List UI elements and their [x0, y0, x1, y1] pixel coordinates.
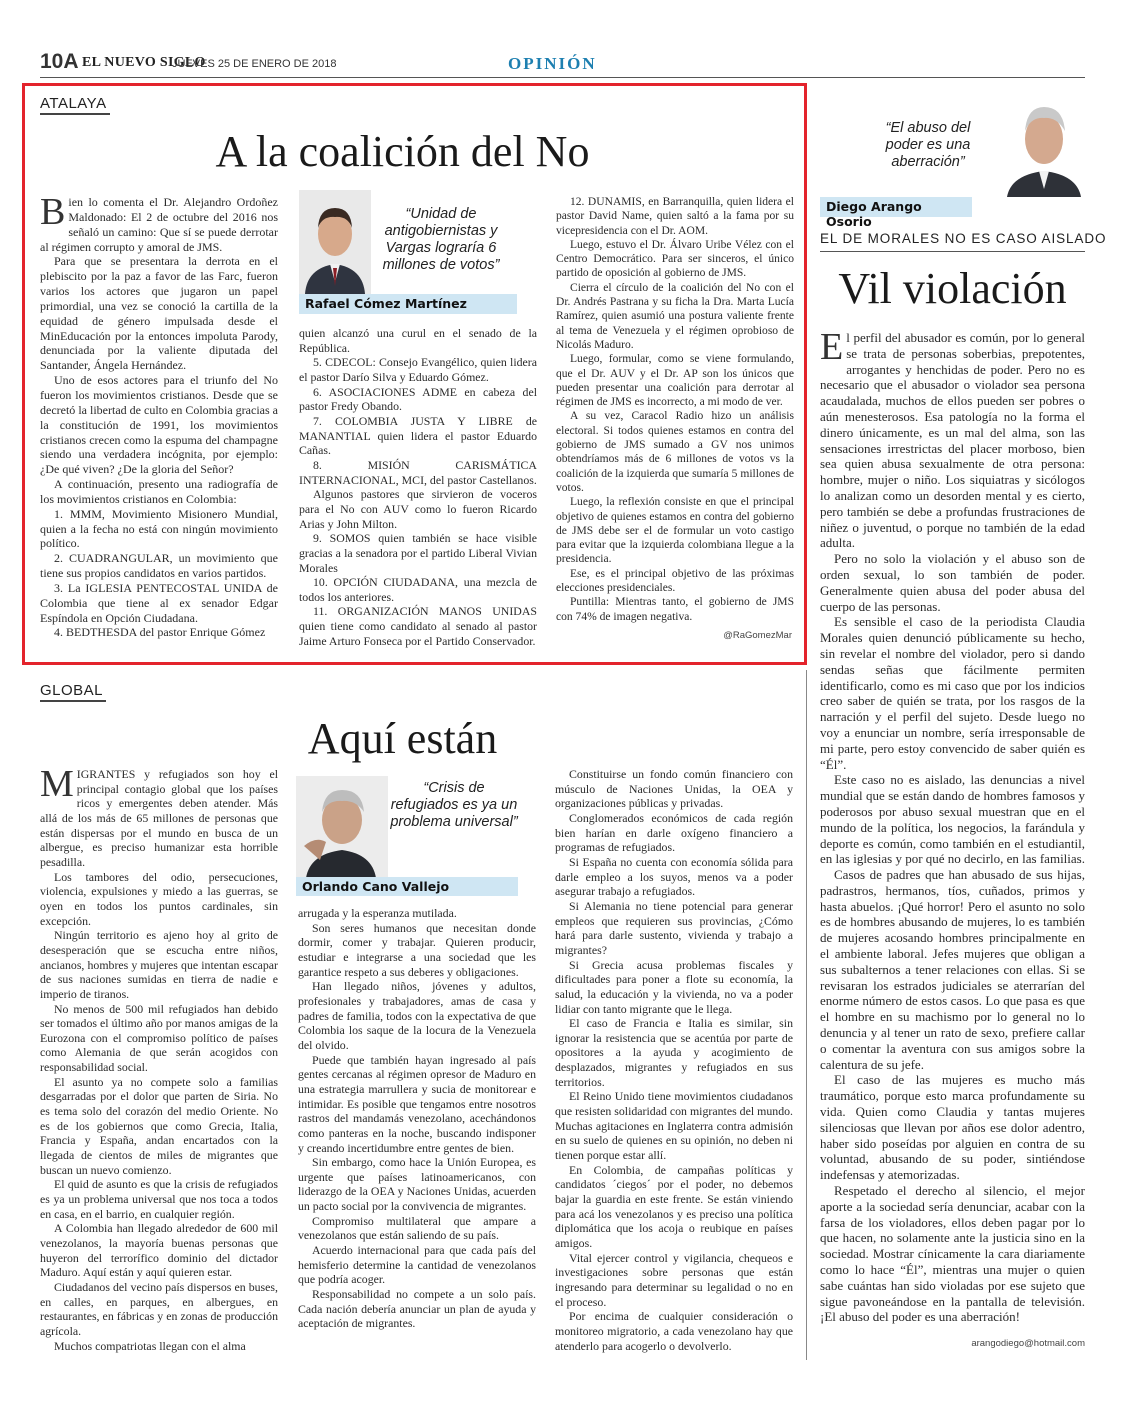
atalaya-byline: Rafael Cómez Martínez: [299, 294, 517, 314]
global-headline: Aquí están: [307, 714, 498, 763]
paragraph: 4. BEDTHESDA del pastor Enrique Gómez: [54, 625, 266, 640]
atalaya-column-2: [299, 326, 537, 648]
paragraph: 1. MMM, Movimiento Misionero Mundial, quien a la fecha no está con ningún movimiento político.: [40, 506, 278, 551]
global-byline: Orlando Cano Vallejo: [296, 877, 518, 896]
edition-date: JUEVES 25 DE ENERO DE 2018: [172, 58, 337, 70]
global-pull-quote: “Crisis de refugiados es ya un problema universal”: [390, 780, 518, 830]
paragraph: Muchos compatriotas llegan con el alma: [54, 1338, 246, 1353]
paragraph: Si España no cuenta con economía sólida para darle empleo a los suyos, menos va a poder asegurar trabajo a refugiados.: [555, 854, 793, 899]
paragraph: No menos de 500 mil refugiados han debido ser tomados el último año por manos amigas de la Eurozona con el compromiso político de países como Alemania de que serán acogidos con responsabilidad social.: [40, 1001, 278, 1075]
column-separator: [806, 670, 807, 1360]
paragraph: Ningún territorio es ajeno hoy al grito de desesperación que se escucha entre niños, ancianos, hombres y mujeres que intentan escapar de sus naciones sumidas en tierra de nadie e imperio de tiranos.: [40, 928, 278, 1001]
paragraph: Si Grecia acusa problemas fiscales y dificultades para poner a flote su economía, la salud, la educación y la vivienda, no va a poder lidiar con tanto migrante que le llega.: [555, 957, 793, 1016]
paragraph: En Colombia, de campañas políticas y candidatos ´ciegos´ por el poder, no debemos bajar la guardia en este frente. Se están viniendo para acá los venezolanos y es preciso una política diplomática que los acoja o reubique en países amigos.: [555, 1162, 793, 1250]
paragraph: A su vez, Caracol Radio hizo un análisis electoral. Si todos quienes estamos en contra del gobierno de JMS sumado a GV nos unimos obtendríamos más de 6 millones de votos vs la coalición de la izquierda que sumaría 5 millones de votos.: [556, 410, 794, 494]
global-column-3: [555, 767, 793, 1353]
paragraph: A continuación, presento una radiografía de los movimientos cristianos en Colombia:: [40, 477, 278, 506]
paragraph: Son seres humanos que necesitan donde dormir, comer y trabajar. Quieren producir, estudiar e integrarse a una sociedad que les garantice respeto a sus deberes y obligaciones.: [298, 920, 536, 979]
paragraph: Responsabilidad no compete a un solo país. Cada nación debería anunciar un plan de ayuda y aceptación de migrantes.: [298, 1287, 536, 1331]
author-photo: [296, 776, 388, 878]
author-photo: [299, 190, 371, 294]
paragraph: Ciudadanos del vecino país dispersos en buses, en calles, en parques, en albergues, en restaurantes, en fábricas y en zonas de producción agrícola.: [40, 1279, 278, 1338]
section-name: OPINIÓN: [508, 54, 597, 73]
sidebar-body: [820, 326, 1085, 1325]
paragraph: Puntilla: Mientras tanto, el gobierno de JMS con 74% de imagen negativa.: [556, 596, 794, 623]
paragraph: Uno de esos actores para el triunfo del No fueron los movimientos cristianos. Desde que se decretó la libertad de culto en Colombia gracias a la constitución de 1991, los movimientos cristianos crecen como la espuma del champagne siendo una verdadera incógnita, por ejemplo: ¿De qué viven? ¿De la gloria del Señor?: [40, 373, 278, 477]
paragraph: El caso de las mujeres es mucho más traumático, porque esto marca profundamente su vida. Quien como Claudia y tantas mujeres silenciosas que llevan por años ese dolor adentro, haber sido poseídas por alguien en contra de su voluntad, abusando de su poder, sintiéndose indefensas y atemorizadas.: [820, 1072, 1085, 1183]
paragraph: 8. MISIÓN CARISMÁTICA INTERNACIONAL, MCI, del pastor Castellanos.: [299, 457, 537, 487]
paragraph: Luego, la reflexión consiste en que el principal objetivo de quienes estamos en contra del gobierno de JMS debe ser el de formular un voto castigo para evitar que la izquierda colombiana llegue a la presidencia.: [556, 496, 794, 566]
paragraph: quien alcanzó una curul en el senado de la República.: [299, 326, 537, 355]
paragraph: Ese, es el principal objetivo de las próximas elecciones presidenciales.: [556, 567, 794, 595]
atalaya-pull-quote: “Unidad de antigobiernistas y Vargas lograría 6 millones de votos”: [382, 206, 500, 273]
paragraph: 2. CUADRANGULAR, un movimiento que tiene sus propios candidatos en varios partidos.: [40, 551, 278, 581]
sidebar-email: arangodiego@hotmail.com: [971, 1338, 1085, 1349]
sidebar-kicker: EL DE MORALES NO ES CASO AISLADO: [820, 231, 1107, 246]
sidebar-pull-quote: “El abuso del poder es una aberración”: [885, 120, 971, 170]
paragraph: Para que se presentara la derrota en el plebiscito por la paz a favor de las Farc, fueron varios los actores que jugaron un papel primordial, una vez se conoció la cartilla de la equidad de género impulsada desde el MinEducación por la entonces impoluta Parody, denunciada por la valiente diputada del Santander, Ángela Hernández.: [40, 254, 278, 373]
newspaper-name: EL NUEVO SIGLO: [82, 55, 206, 70]
paragraph: Han llegado niños, jóvenes y adultos, profesionales y trabajadores, amas de casa y padres de familia, todos con la expectativa de que Colombia los saque de la locura de la Venezuela del olvido.: [298, 979, 536, 1052]
paragraph: 7. COLOMBIA JUSTA Y LIBRE de MANANTIAL quien lidera el pastor Eduardo Cañas.: [299, 413, 537, 458]
sidebar-drop-cap: E: [820, 326, 844, 368]
author-photo-illustration: [296, 776, 388, 878]
paragraph: Conglomerados económicos de cada región bien harían en darle oxígeno financiero a programas de refugiados.: [555, 810, 793, 855]
paragraph: El caso de Francia e Italia es similar, sin ignorar la resistencia que se acentúa por parte de opositores a la ayuda y acogimiento de desplazados, migrantes y refugiados en sus territorios.: [555, 1016, 793, 1089]
paragraph: 11. ORGANIZACIÓN MANOS UNIDAS quien tiene como candidato al senado al pastor Jaime Arturo Fonseca por el Partido Conservador.: [299, 604, 537, 648]
sidebar-kicker-rule: [820, 251, 1085, 252]
global-kicker-underline: [40, 700, 106, 702]
paragraph: 5. CDECOL: Consejo Evangélico, quien lidera el pastor Darío Silva y Eduardo Gómez.: [299, 355, 537, 384]
sidebar-byline: Diego Arango Osorio: [820, 197, 972, 217]
global-kicker: GLOBAL: [40, 682, 104, 699]
atalaya-drop-cap: B: [40, 191, 66, 233]
atalaya-kicker: ATALAYA: [40, 95, 107, 112]
paragraph: 6. ASOCIACIONES ADME en cabeza del pastor Fredy Obando.: [299, 384, 537, 414]
paragraph: IGRANTES y refugiados son hoy el principal contagio global que los países ricos y emergentes deben atender. Más allá de los más de 65 millones de personas que están dispersas por el mundo en busca de un albergue, es preciso humanizar esta horrible pesadilla.: [40, 767, 278, 869]
paragraph: Luego, estuvo el Dr. Álvaro Uribe Vélez con el Centro Democrático. Para ser sinceros, el único partido de oposición al gobierno de JMS.: [556, 238, 794, 280]
paragraph: Es sensible el caso de la periodista Claudia Morales quien denunció públicamente su hecho, sin revelar el nombre del violador, pero si dando sendas señas que fácilmente permiten identificarlo, como es mi caso que por los indicios creo saber de quién se trata, por los rasgos de la narración y el perfil del sujeto. Desde luego no voy a enunciar un nombre, sería irresponsable de mi parte, pero estoy convencido de saber quién es “Él”.: [820, 614, 1085, 772]
paragraph: Constituirse un fondo común financiero con músculo de Naciones Unidas, la OEA y organizaciones públicas y privadas.: [555, 767, 793, 811]
paragraph: 9. SOMOS quien también se hace visible gracias a la senadora por el partido Liberal Vivian Morales: [299, 531, 537, 575]
paragraph: El quid de asunto es que la crisis de refugiados es ya un problema universal que nos toca a todos en casa, en el barrio, en cualquier región.: [40, 1177, 278, 1221]
paragraph: Sin embargo, como hace la Unión Europea, es urgente que países latinoamericanos, con liderazgo de la OEA y Naciones Unidas, acuerden un pacto social por la convivencia de migrantes.: [298, 1155, 536, 1214]
atalaya-kicker-underline: [40, 113, 110, 115]
paragraph: El Reino Unido tiene movimientos ciudadanos que resisten solidaridad con migrantes del mundo. Muchas agitaciones en Inglaterra contra admisión en su suelo de quienes en su opinión, no deben ni tienen porque estar allí.: [555, 1089, 793, 1163]
paragraph: Acuerdo internacional para que cada país del hemisferio determine la cantidad de venezolanos que podría acoger.: [298, 1243, 536, 1287]
paragraph: Este caso no es aislado, las denuncias a nivel mundial que se están dando de hombres famosos y poderosos por abuso sexual muestran que en el mundo de la política, los negocios, la farándula y deporte es común, como también en el estudiantil, en las iglesias y por qué no decirlo, en las familias.: [820, 772, 1085, 867]
paragraph: Por encima de cualquier consideración o monitoreo migratorio, a cada venezolano hay que atenderlo para acogerlo o devolverlo.: [555, 1309, 793, 1353]
paragraph: El asunto ya no compete solo a familias desgarradas por el dolor que parten de Siria. No es tema solo del corazón del medio Oriente. No es de los gobiernos que como Grecia, Italia, Francia y España, andan encartados con la llegada de cientos de miles de migrantes que buscan un nuevo comienzo.: [40, 1074, 278, 1177]
paragraph: Luego, formular, como se viene formulando, que el Dr. AUV y el Dr. AP son los únicos que pueden presentar una coalición para derrotar al régimen de JMS es incorrecto, a mi modo de ver.: [556, 353, 794, 409]
paragraph: ien lo comenta el Dr. Alejandro Ordoñez Maldonado: El 2 de octubre del 2016 nos señaló un camino: Que sí se puede derrotar al régimen corrupto y amoral de JMS.: [40, 195, 278, 254]
paragraph: Algunos pastores que sirvieron de voceros para el No con AUV como lo fueron Ricardo Arias y John Milton.: [299, 487, 537, 531]
atalaya-headline: A la coalición del No: [215, 127, 590, 176]
atalaya-handle: @RaGomezMar: [723, 630, 792, 641]
atalaya-column-3: [556, 195, 794, 624]
global-drop-cap: M: [40, 763, 74, 805]
paragraph: 12. DUNAMIS, en Barranquilla, quien lidera el pastor David Name, quien saltó a la fama por su vicepresidencia con el Dr. AOM.: [556, 196, 794, 237]
global-column-2: [298, 906, 536, 1331]
paragraph: Compromiso multilateral que ampare a venezolanos que están saliendo de su país.: [298, 1213, 536, 1243]
author-photo-illustration: [299, 190, 371, 294]
author-photo: [1003, 95, 1085, 197]
paragraph: Si Alemania no tiene potencial para generar empleos que requieren sus provincias, ¿Cómo hará para darle sustento, vivienda y trabajo a migrantes?: [555, 898, 793, 957]
paragraph: Respetado el derecho al silencio, el mejor aporte a la sociedad sería denunciar, acabar con la farsa de los violadores, ellos deben pagar por lo que hacen, no solamente ante la justicia sino en la sociedad. Mostrar cínicamente la cara diariamente como lo hace “Él”, mientras una mujer o quien sabe cuántas han sido violadas por ese sujeto que sigue pavoneándose en la pantalla de televisión. ¡El abuso del poder es una aberración!: [820, 1183, 1085, 1325]
page-number: 10A: [40, 50, 79, 73]
paragraph: Los tambores del odio, persecuciones, violencia, expulsiones y miedo a las guerras, se oyen en todos los puntos cardinales, sin excepción.: [40, 869, 278, 928]
paragraph: A Colombia han llegado alrededor de 600 mil venezolanos, la mayoría buenas personas que huyeron del terrorífico dominio del dictador Maduro. Aquí están y aquí quieren estar.: [40, 1221, 278, 1280]
paragraph: Vital ejercer control y vigilancia, chequeos e investigaciones sobre personas que están ingresando para determinar su legalidad o no en el proceso.: [555, 1250, 793, 1309]
atalaya-column-1: [40, 191, 278, 640]
paragraph: arrugada y la esperanza mutilada.: [298, 906, 457, 920]
paragraph: Pero no solo la violación y el abuso son de orden sexual, lo son también de poder. Generalmente quien abusa del poder abusa del cuerpo de las personas.: [820, 551, 1085, 614]
paragraph: Casos de padres que han abusado de sus hijas, padrastros, hermanos, tíos, cuñados, primos y hasta abuelos. ¡Qué horror! Pero el asunto no solo es de hombres abusando de mujeres, lo es también de mujeres acosando hombres principalmente en el ambiente laboral. Jefes mujeres que obligan a sus subalternos a tener relaciones con ellas. Si se revisaran los estrados judiciales se aterrarían del enorme número de estos casos. Lo que pasa es que el hombre en su machismo por lo general no lo denuncia y al tener un rato de sexo, prefiere callar o comentar la aventura con sus amigos sobre la calentura de su jefe.: [820, 867, 1085, 1072]
paragraph: l perfil del abusador es común, por lo general se trata de personas soberbias, prepotentes, arrogantes y henchidas de poder. Pero no es necesario que el abusador o violador sea persona acaudalada, muchos de ellos pueden ser pobres o aún menesterosos. Esa patología no la forma el dinero únicamente, es un mal del alma, son las sensaciones irrestrictas del placer morboso, bien sea quien abusa sexualmente de otra persona: hombre, mujer o niño. Los siquiatras y sicólogos lo analizan como un desorden mental y es cierto, pero también se debe a profundas frustraciones de niñez o juventud, o porque no también de la edad adulta.: [820, 330, 1085, 551]
paragraph: 10. OPCIÓN CIUDADANA, una mezcla de todos los anteriores.: [299, 575, 537, 604]
global-column-1: [40, 763, 278, 1353]
sidebar-headline: Vil violación: [838, 264, 1067, 313]
paragraph: Cierra el círculo de la coalición del No con el Dr. Andrés Pastrana y su ficha la Dra. Marta Lucía Ramírez, quien asumió una postura valiente frente al tema de Venezuela y el régimen oprobioso de Nicolás Maduro.: [556, 281, 794, 351]
author-photo-illustration: [1003, 95, 1085, 197]
paragraph: Puede que también hayan ingresado al país gentes cercanas al régimen opresor de Maduro en una estrategia marrullera y sucia de monitorear e intimidar. Es posible que tengamos entre nosotros rastros del mandamás venezolano, acechándonos como panteras en la noche, buscando indisponer y creando incertidumbre entre gentes de bien.: [298, 1052, 536, 1155]
paragraph: 3. La IGLESIA PENTECOSTAL UNIDA de Colombia que tiene al ex senador Edgar Espíndola en Opción Ciudadana.: [40, 580, 278, 625]
masthead-rule: [40, 77, 1085, 78]
